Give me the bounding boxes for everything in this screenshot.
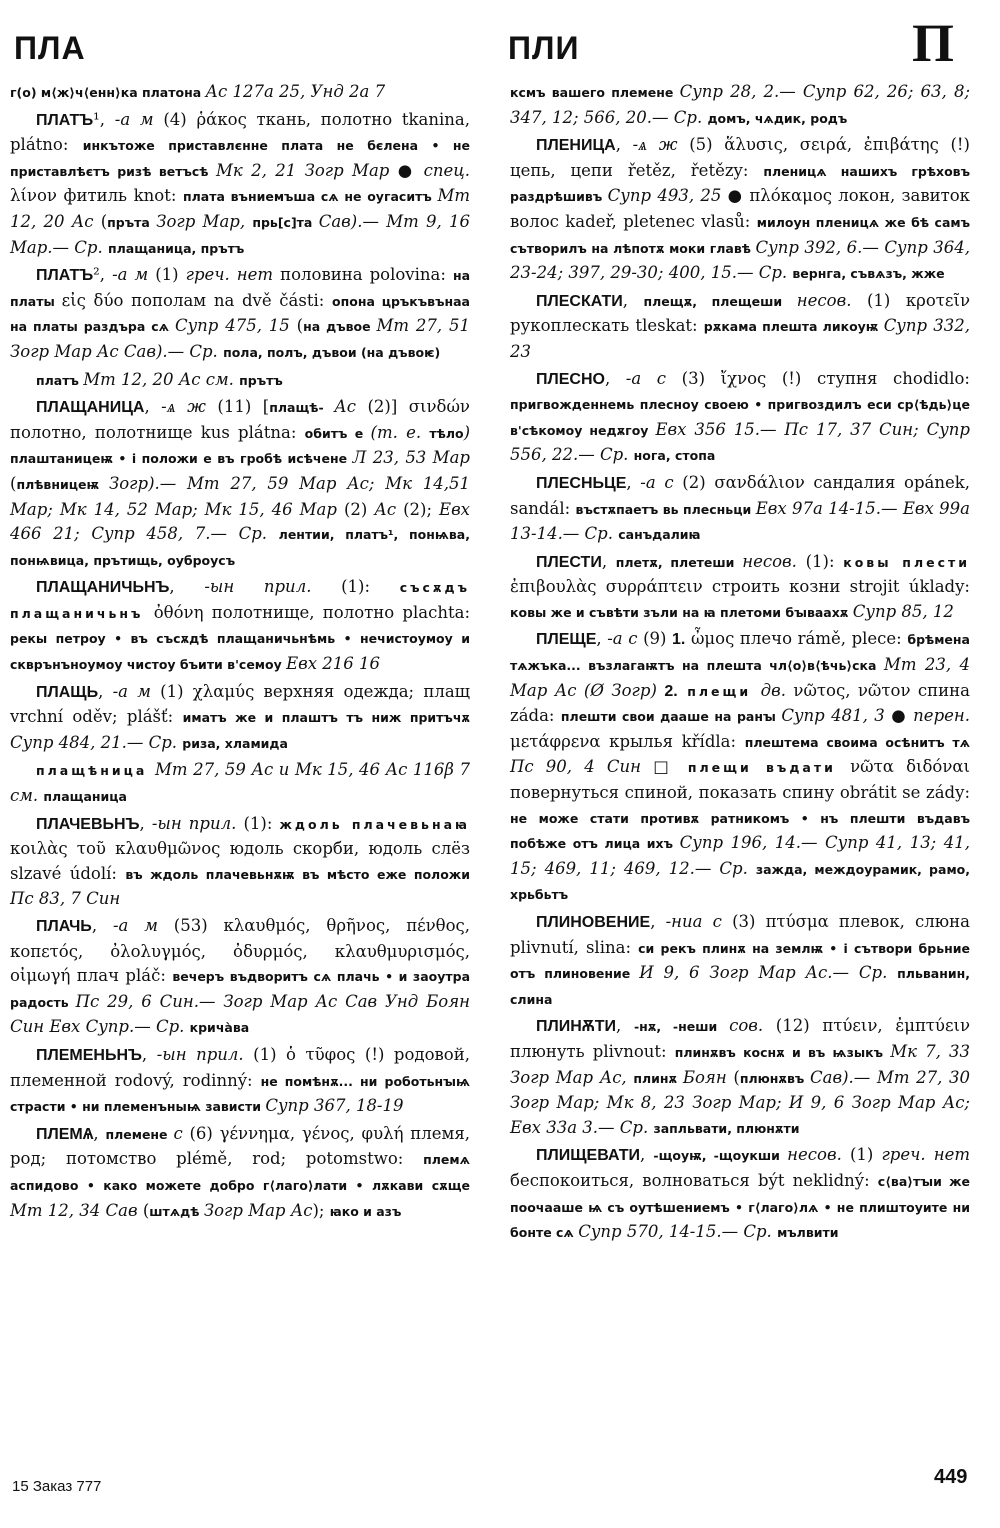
dictionary-entry [510, 289, 970, 365]
source-reference: Супр 392, 6.— Супр 364, 23-24; 397, 29-30; 400, 15.— Ср. [510, 237, 970, 283]
source-reference: Мт 27, 51 Зогр Мар Ас Сав).— Ср. [10, 316, 470, 361]
source-reference: ) [463, 422, 470, 442]
slavonic-quote: плащаница, прътъ [107, 240, 245, 256]
source-reference: Ас 127а 25, Унд 2а 7 [205, 82, 386, 101]
slavonic-quote: пленицѧ нашихъ грѣховъ раздрѣшивъ [510, 163, 970, 205]
slavonic-quote: плюнѫвъ [739, 1070, 811, 1086]
running-head-center: ПЛИ [508, 30, 580, 66]
slavonic-quote: -щоуѭ, -щоукши [653, 1148, 788, 1164]
dictionary-entry [10, 812, 470, 912]
sense-number: 2. [664, 682, 678, 700]
headword: ПЛИЩЕВАТИ [536, 1147, 640, 1165]
headword: ПЛЕМЕНЬНЪ [36, 1046, 142, 1064]
entry-text: половина polovina: [273, 265, 453, 285]
slavonic-quote: мълвити [777, 1225, 839, 1241]
source-reference: Супр 493, 25 ● [607, 186, 744, 206]
slavonic-quote: плинѫвъ коснѫ и въ ѩзыкъ [674, 1044, 891, 1060]
slavonic-quote: ꙗко и азъ [329, 1203, 402, 1219]
slavonic-quote: плащѣница [36, 763, 156, 779]
source-reference: Зогр).— Мт 27, 59 Мар Ас; Мк 14,51 Мар; Мк 14, 52 Мар; Мк 15, 46 Мар [10, 473, 470, 519]
source-reference: Супр 481, 3 ● перен. [781, 706, 971, 726]
headword: ПЛЕНИЦА [536, 137, 616, 155]
page-header [0, 13, 1000, 78]
entry-text: (1) ὁ τῦφος (!) родовой, племенной rodový, rodinný: [10, 1044, 470, 1090]
entry-text: (11) [ [205, 397, 270, 417]
entry-text: (1): [796, 551, 844, 571]
entry-text: , [622, 290, 644, 310]
dictionary-entry [10, 108, 470, 262]
source-reference: сов. [729, 1016, 764, 1036]
slavonic-quote: плешти свои дааше на ранꙑ [560, 709, 782, 725]
dictionary-entry [510, 471, 970, 548]
source-reference: Мт 12, 20 Ас см. [83, 369, 240, 389]
headword: ПЛИНѪТИ [536, 1018, 616, 1036]
entry-text: εἰς δύο пополам na dvě části: [61, 290, 333, 310]
slavonic-quote: плещѫ, плещеши [643, 293, 797, 309]
headword: ПЛАЧЬ [36, 918, 92, 935]
entry-text: (2) [336, 499, 375, 519]
entry-text: , [601, 551, 616, 571]
source-reference: греч. нет [185, 265, 274, 285]
source-reference: -ниа с [665, 912, 722, 931]
slavonic-quote: -нѫ, -неши [633, 1019, 730, 1035]
source-reference: -а м [114, 109, 154, 129]
source-reference: несов. [787, 1145, 842, 1165]
entry-text: νῶτα διδόναι повернуться спиной, показать спину obrátit se zády: [510, 757, 970, 803]
entry-text: νῶτος, νῶτον спина záda: [510, 680, 970, 726]
source-reference: Ас [334, 397, 356, 417]
source-reference: греч. нет [881, 1145, 971, 1165]
dictionary-entry [510, 1143, 970, 1245]
dictionary-entry [10, 80, 470, 106]
entry-text: , [141, 1044, 157, 1064]
slavonic-quote: обитъ е [304, 425, 371, 441]
source-reference: И 9, 6 Зогр Мар Ас.— Ср. [639, 963, 898, 983]
source-reference: несов. [796, 290, 852, 310]
slavonic-quote: вечеръ въдворитъ сѧ плачь • и заоутра радость [10, 969, 470, 1010]
slavonic-quote: плещи [677, 683, 761, 699]
source-reference: Пс 83, 7 Син [10, 889, 121, 909]
slavonic-quote: крича̀ва [189, 1020, 250, 1036]
entry-text: , [640, 1145, 654, 1165]
source-reference: -а с [640, 472, 674, 492]
entry-text: (6) γέννημα, γένος, φυλή племя, род; потомство plémě, rod; potomstwo: [10, 1123, 470, 1169]
source-reference: Пс 29, 6 Син.— Зогр Мар Ас Сав Унд Боян Син Евх Супр.— Ср. [10, 991, 470, 1037]
slavonic-quote: на дъвое [303, 319, 377, 335]
dictionary-entry [10, 914, 470, 1041]
slavonic-quote: ковы же и съвѣти зъли на ꙗ плетоми бꙑваахѫ [510, 604, 853, 620]
source-reference: Мт 27, 59 Ас и Мк 15, 46 Ас 116β 7 см. [10, 760, 470, 806]
dictionary-entry [10, 758, 470, 809]
slavonic-quote: запльвати, плюнѫти [653, 1120, 800, 1136]
slavonic-quote: въстѫпаетъ вь плесньци [575, 501, 756, 517]
source-reference: Супр 475, 15 [174, 316, 290, 336]
slavonic-quote: брѣмена тѧжъка... възлагаѭтъ на плешта чл⟨о⟩в⟨ѣчь⟩ска [510, 632, 970, 674]
entry-text: , [91, 916, 113, 935]
entry-text: , [650, 912, 666, 931]
slavonic-quote: рекы петроу • въ съсѫдѣ плащаничьнѣмь • нечистоумоу и скврънъноумоу чистоу бъити в'семоу [10, 631, 470, 673]
slavonic-quote: с⟨ва⟩тꙑи же поочааше ѩ съ оутѣшениемъ • г⟨лаго⟩лѧ • не плиштоуите ни бонте сѧ [510, 1173, 971, 1241]
left-column [10, 80, 470, 1226]
source-reference: Ас [374, 499, 397, 519]
entry-text: (2); [396, 499, 440, 519]
entry-text: , [169, 577, 205, 597]
entry-text: ὀθόνη полотнище, полотно plachta: [153, 602, 470, 622]
running-head-left: ПЛА [14, 30, 86, 66]
slavonic-quote: прь[с]та [252, 214, 319, 230]
slavonic-quote: нога, стопа [633, 448, 716, 464]
entry-text: ( [10, 473, 17, 493]
dictionary-entry [10, 575, 470, 677]
source-reference: с [173, 1123, 183, 1143]
entry-text: беспокоиться, волноваться být neklidný: [510, 1170, 878, 1190]
source-reference: Боян [682, 1067, 727, 1087]
slavonic-quote: вернга, съвѧзъ, жже [792, 266, 945, 282]
entry-text: , [144, 397, 162, 417]
dictionary-entry [10, 1122, 470, 1224]
entry-text: λίνον фитиль knot: [10, 186, 184, 206]
entry-text: (2)] σινδών полотно, полотнище kus plátna: [10, 397, 470, 442]
dictionary-entry [510, 550, 970, 626]
headword: ПЛАЩЬ [36, 683, 99, 701]
headword: ПЛЕЩЕ [536, 631, 597, 649]
slavonic-quote: плештема своима осѣнитъ тѧ [744, 734, 971, 750]
source-reference: дв. [760, 680, 786, 700]
entry-text: (1) [148, 265, 186, 285]
dictionary-entry [10, 263, 470, 365]
source-reference: Евх 216 16 [286, 654, 381, 674]
entry-text: (3) πτύσμα плевок, слюна plivnutí, slina: [510, 912, 970, 957]
slavonic-quote: штѧдѣ [149, 1203, 204, 1219]
dictionary-entry [510, 627, 970, 908]
slavonic-quote: пригвожденнемь плесноу своею • пригвоздилъ еси ср⟨ѣдь⟩це в'сѣкомоу недѫгоу [510, 397, 970, 438]
source-reference: -а с [625, 368, 667, 388]
slavonic-quote: плащаница [43, 789, 127, 805]
entry-text: (4) ῥάκος ткань, полотно tkanina, plátno: [10, 109, 471, 155]
headword: ПЛЕСНО [536, 370, 605, 388]
source-reference: Мт 23, 4 Мар Ас (Ø Зогр) [510, 655, 970, 700]
slavonic-quote: риза, хламида [182, 735, 288, 751]
slavonic-quote: ждоль плачевьнаꙗ [279, 816, 470, 832]
source-reference: -ын прил. [156, 1044, 244, 1064]
source-reference: Пс 90, 4 Син □ [510, 757, 688, 777]
entry-text: , [98, 681, 113, 701]
entry-text: (1) χλαμύς верхняя одежда; плащ vrchní oděv; plášť: [10, 681, 470, 727]
section-letter: П [912, 13, 955, 73]
headword: ПЛАЧЕВЬНЪ [36, 815, 140, 833]
source-reference: Сав).— Мт 27, 30 Зогр Мар; Мк 8, 23 Зогр Мар; И 9, 6 Зогр Мар Ас; Евх 33а 3.— Ср. [510, 1067, 970, 1137]
entry-text: ἐπιβουλὰς συρράπτειν строить козни strojit úklady: [510, 577, 970, 597]
headword: ПЛЕМѦ [36, 1125, 94, 1143]
dictionary-entry [510, 910, 970, 1012]
sense-number: 1. [672, 631, 686, 649]
slavonic-quote: милоун пленицѧ же бѣ самъ сътворилъ на лѣпотѫ моки главѣ [510, 214, 970, 256]
headword: ПЛЕСНЬЦЕ [536, 474, 627, 492]
source-reference: -ѧ ж [632, 135, 678, 155]
source-reference: -ын прил. [151, 813, 237, 833]
headword: ПЛИНОВЕНИЕ [536, 914, 651, 931]
slavonic-quote: плещи въдати [687, 760, 851, 776]
slavonic-quote: рѫкама плешта ликоуѭ [703, 319, 884, 335]
source-reference: -а м [112, 681, 151, 701]
source-reference: Супр 367, 18-19 [265, 1096, 404, 1116]
slavonic-quote: ковы плести [843, 554, 970, 570]
entry-text: (1) [841, 1145, 882, 1165]
dictionary-entry [10, 395, 470, 573]
dictionary-entry [10, 368, 470, 394]
slavonic-quote: племѧ аспидово • како можете добро г⟨лаго⟩лати • лѫкави сѫще [10, 1152, 470, 1193]
source-reference: Евх 356 15.— Пс 17, 37 Син; Супр 556, 22.— Ср. [510, 419, 970, 465]
entry-text: (9) [637, 629, 673, 649]
source-reference: Зогр Мар Ас [203, 1200, 313, 1220]
slavonic-quote: съсѫдъ плащаничьнъ [10, 580, 471, 621]
slavonic-quote: г(о) м⟨ж⟩ч⟨енн⟩ка платона [10, 85, 206, 100]
source-reference: Мт 12, 34 Сав [10, 1200, 138, 1220]
entry-text: , [604, 368, 626, 388]
source-reference: -а м [112, 265, 149, 285]
source-reference: Евх 466 21; Супр 458, 7.— Ср. [10, 499, 470, 544]
slavonic-quote: плинѫ [633, 1070, 683, 1086]
right-column [510, 80, 970, 1248]
source-reference: Супр 196, 14.— Супр 41, 13; 41, 15; 469, 11; 469, 12.— Ср. [510, 833, 971, 878]
slavonic-quote: платъ [36, 372, 84, 388]
dictionary-entry [10, 680, 470, 757]
printer-signature: 15 Заказ 777 [12, 1478, 102, 1495]
source-reference: Мк 2, 21 Зогр Мар ● спец. [215, 160, 471, 180]
source-reference: Мк 7, 33 Зогр Мар Ас, [510, 1041, 971, 1087]
slavonic-quote: плащѣ- [269, 400, 335, 416]
slavonic-quote: си рекъ плинѫ на землѭ • і сътвори брьние отъ плиновение [510, 940, 970, 982]
slavonic-quote: не помѣнѫ... ни роботьнꙑѩ страсти • ни племенъныѩ зависти [10, 1073, 471, 1115]
dictionary-entry [510, 1014, 970, 1141]
headword: ПЛАЩАНИЧЬНЪ [36, 579, 170, 597]
entry-text: κοιλὰς τοῦ κλαυθμῶνος юдоль скорби, юдоль слёз slzavé údolí: [10, 839, 470, 883]
source-reference: Супр 332, 23 [510, 316, 970, 361]
slavonic-quote: пръта [107, 214, 157, 230]
entry-text: , [93, 1123, 106, 1143]
entry-text: , [615, 135, 633, 155]
entry-text: (5) ἅλυσις, σειρά, ἐπιβάτης (!) цепь, цепи řetěz, řetězy: [510, 135, 970, 180]
slavonic-quote: плѣвницеѭ [16, 476, 109, 492]
source-reference: Л 23, 53 Мар [352, 448, 470, 468]
entry-text: ( [93, 211, 108, 231]
entry-text: μετάφρενα крылья křídla: [510, 731, 745, 751]
slavonic-quote: инкътоже приставлєнне плата не бєлена • не приставлѣєтъ ризѣ ветъсѣ [10, 138, 471, 179]
slavonic-quote: домъ, чѧдик, родъ [707, 110, 848, 126]
source-reference: -а с [607, 629, 638, 649]
entry-text: (1) κροτεῖν рукоплескать tleskat: [510, 290, 970, 336]
entry-text: πλόκαμος локон, завиток волос kadeř, pletenec vlasů: [510, 186, 970, 231]
entry-text: , [139, 813, 152, 833]
source-reference: Супр 85, 12 [852, 601, 954, 621]
headword: ПЛАТЪ [36, 111, 94, 129]
source-reference: Евх 97а 14-15.— Евх 99а 13-14.— Ср. [510, 498, 970, 544]
dictionary-entry [510, 133, 970, 287]
slavonic-quote: плетѫ, плетеши [615, 554, 743, 570]
slavonic-quote: племене [105, 1126, 174, 1142]
entry-text: ( [289, 316, 304, 336]
entry-text: (1): [311, 577, 400, 597]
slavonic-quote: пльванин, слина [510, 966, 970, 1007]
page-number: 449 [934, 1466, 968, 1488]
source-reference: Мт 12, 20 Ас [10, 186, 470, 231]
entry-text: (3) ἴχνος (!) ступня chodidlo: [666, 368, 970, 388]
entry-text: , [596, 629, 608, 649]
entry-text: ); [312, 1200, 330, 1220]
source-reference: (т. е. [370, 422, 430, 442]
headword: ПЛАТЪ [36, 267, 94, 285]
entry-text: (1): [236, 813, 280, 833]
slavonic-quote: опона цръкъвънаа на платы раздъра сѧ [10, 293, 470, 335]
source-reference: -а м [112, 916, 158, 935]
slavonic-quote: ксмъ вашего племене [510, 85, 680, 100]
slavonic-quote: плаштаницеѭ • і положи е въ гробѣ исѣчене [10, 451, 353, 467]
slavonic-quote: лентии, платъ¹, понѩва, понѩвица, прътищь, оуброусъ [10, 527, 470, 568]
entry-text: (2) σανδάλιον сандалия opánek, sandál: [510, 472, 970, 518]
slavonic-quote: иматъ же и плаштъ тъ ниж притъчѫ [182, 710, 470, 726]
slavonic-quote: тѣло [429, 425, 464, 441]
source-reference: Супр 570, 14-15.— Ср. [578, 1222, 778, 1242]
entry-text: , [616, 1016, 634, 1036]
entry-text: , [626, 472, 641, 492]
source-reference: Супр 28, 2.— Супр 62, 26; 63, 8; 347, 12; 566, 20.— Ср. [510, 82, 971, 127]
headword: ПЛЕСКАТИ [536, 292, 623, 310]
entry-text: (53) κλαυθμός, θρῆνος, πένθος, κοπετός, ὀλολυγμός, ὀδυρμός, κλαυθμυρισμός, οἰμωγή плач pláč: [10, 916, 471, 986]
headword: ПЛАЩАНИЦА [36, 399, 145, 417]
dictionary-entry [10, 1043, 470, 1120]
entry-text: ( [726, 1067, 740, 1087]
slavonic-quote: въ ждоль плачевьнѫѭ въ мѣсто еже положи [125, 866, 470, 882]
headword: ПЛЕСТИ [536, 553, 602, 571]
entry-text: ( [137, 1200, 150, 1220]
entry-text: ὦμος плечо rámě, plece: [685, 629, 908, 649]
slavonic-quote: зажда, междоурамик, рамо, хрьбьтъ [510, 861, 970, 903]
source-reference: -ѧ ж [161, 397, 206, 417]
source-reference: Сав).— Мт 9, 16 Мар.— Ср. [10, 211, 470, 257]
source-reference: несов. [742, 551, 797, 571]
slavonic-quote: плата въниемъша сѧ не оугаситъ [183, 189, 438, 205]
source-reference: Супр 484, 21.— Ср. [10, 732, 183, 752]
source-reference: -ын прил. [204, 577, 312, 597]
slavonic-quote: не може стати противѫ ратникомъ • нъ плешти въдавъ побѣже отъ лица ихъ [510, 810, 970, 852]
slavonic-quote: на платы [10, 268, 471, 309]
slavonic-quote: прътъ [239, 372, 283, 388]
entry-text: (12) πτύειν, ἐμπτύειν плюнуть plivnout: [510, 1016, 971, 1061]
slavonic-quote: санъдалиꙗ [618, 527, 701, 543]
source-reference: Зогр Мар, [156, 211, 253, 231]
dictionary-entry [510, 367, 970, 469]
dictionary-entry [510, 80, 970, 131]
entry-text: ¹, [93, 109, 115, 129]
slavonic-quote: пола, полъ, дъвои (на дъвоѥ) [223, 344, 441, 360]
entry-text: ², [93, 265, 113, 285]
